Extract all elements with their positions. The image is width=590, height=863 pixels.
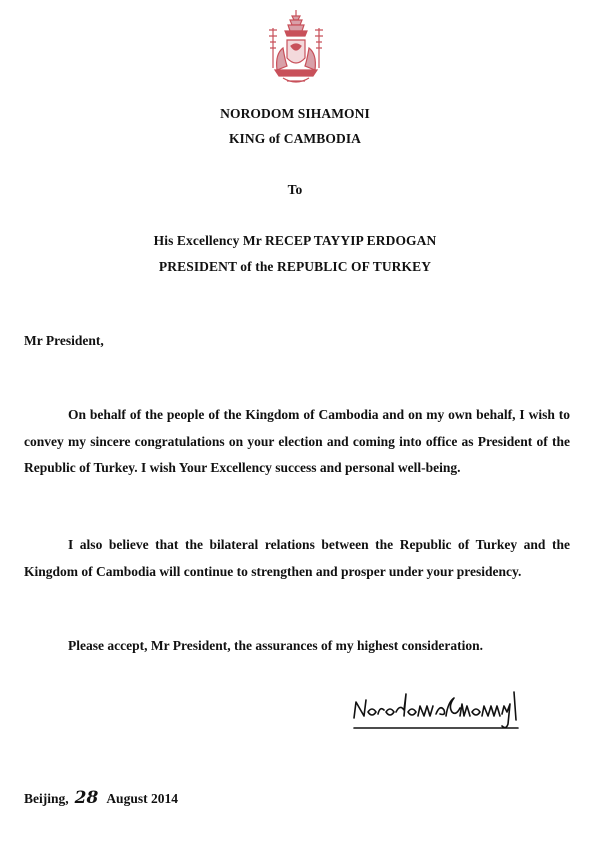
body-paragraph-3: Please accept, Mr President, the assurances of my highest consideration. <box>68 638 483 653</box>
sender-title: KING of CAMBODIA <box>228 131 362 146</box>
to-label: To <box>287 182 303 197</box>
body-paragraph-1: On behalf of the people of the Kingdom of Cambodia and on my own behalf, I wish to convey my sincere congratulations on your election and coming into office as President of the Republic of Turkey. I wish Your Excellency success and personal well-being. <box>24 407 570 475</box>
closing-day: 28 <box>74 788 99 808</box>
closing-month-year: August 2014 <box>106 791 178 806</box>
date-line <box>24 788 178 808</box>
royal-coat-of-arms-icon <box>261 8 331 88</box>
signature <box>348 684 524 732</box>
body-paragraph-2: I also believe that the bilateral relations between the Republic of Turkey and the Kingdom of Cambodia will continue to strengthen and prosper under your presidency. <box>24 537 570 579</box>
sender-name: NORODOM SIHAMONI <box>220 106 370 121</box>
salutation: Mr President, <box>24 333 104 348</box>
closing-place: Beijing, <box>24 791 69 806</box>
recipient-line-1: His Excellency Mr RECEP TAYYIP ERDOGAN <box>153 233 437 248</box>
recipient-line-2: PRESIDENT of the REPUBLIC OF TURKEY <box>158 259 432 274</box>
